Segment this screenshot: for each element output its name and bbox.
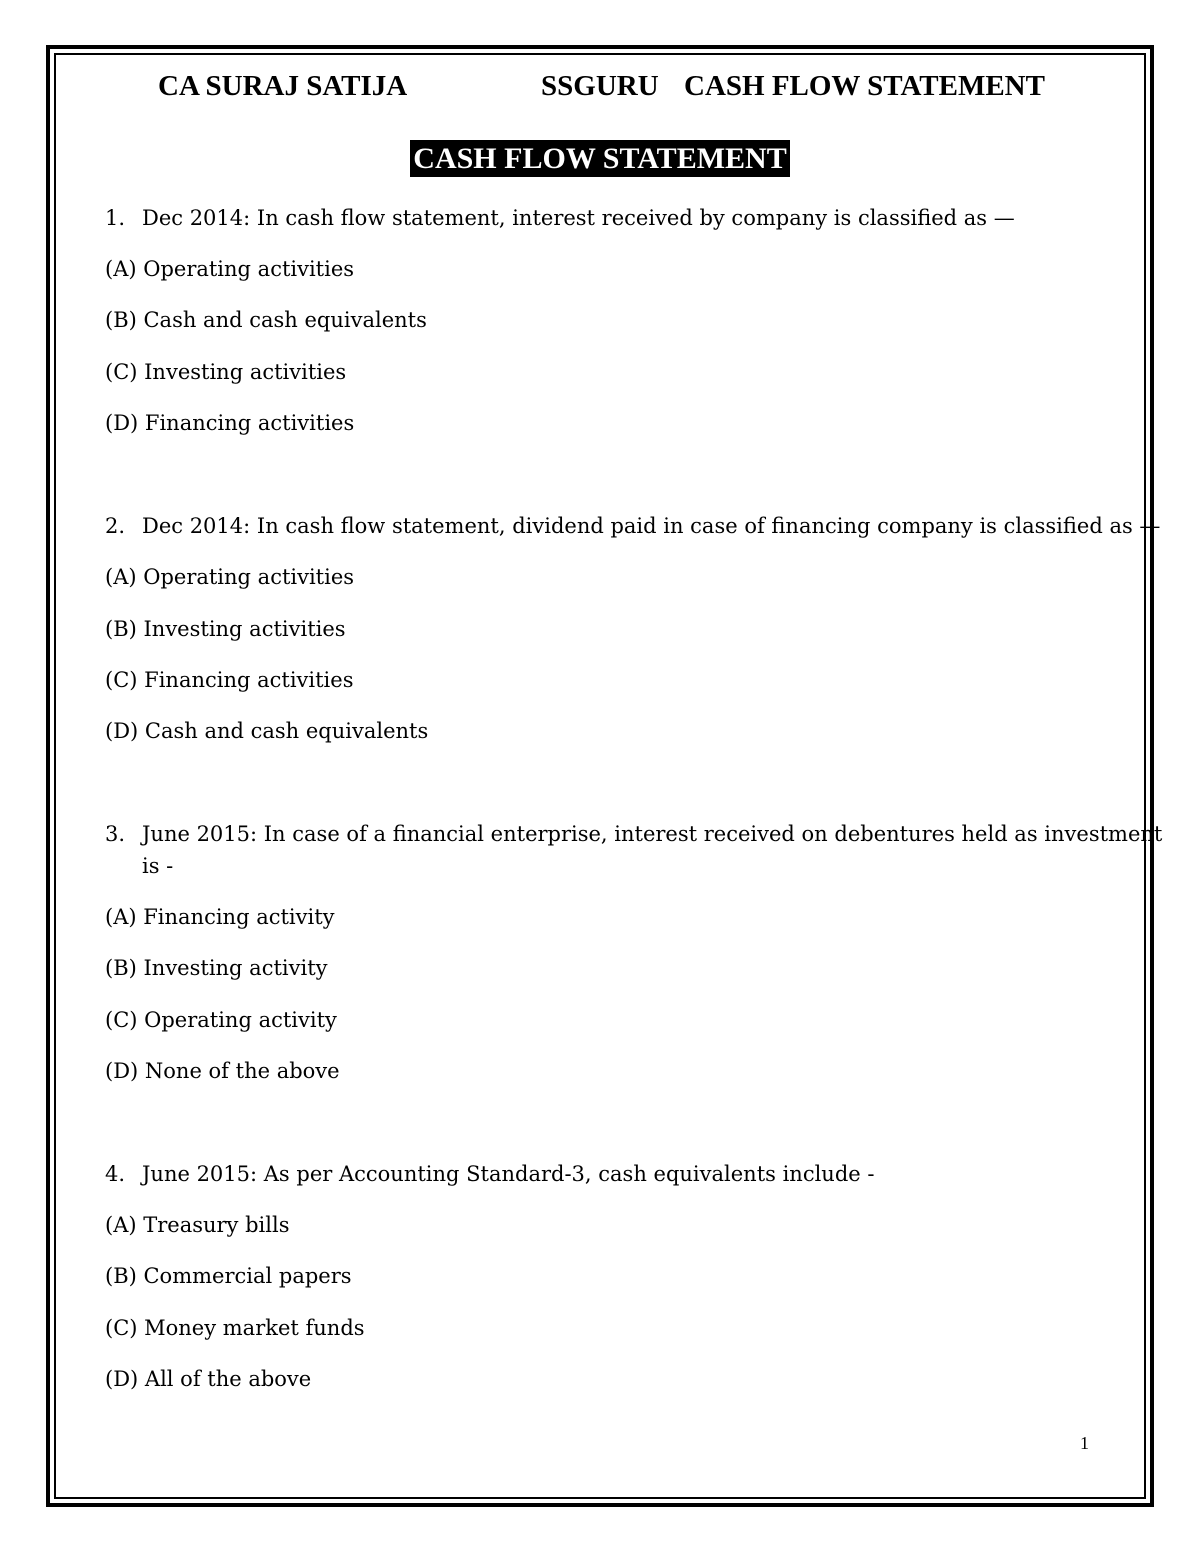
option-item: (D) Financing activities	[105, 411, 355, 435]
option-item: (B) Investing activities	[105, 617, 346, 641]
question-text: Dec 2014: In cash flow statement, interest received by company is classified as —	[142, 206, 1015, 230]
option-item: (D) All of the above	[105, 1367, 312, 1391]
question-number: 3.	[105, 822, 126, 846]
question-text: Dec 2014: In cash flow statement, dividend paid in case of financing company is classified as —	[142, 514, 1161, 538]
question-2	[105, 510, 1160, 542]
question-1	[105, 202, 1015, 234]
question-number: 1.	[105, 206, 126, 230]
option-item: (B) Investing activity	[105, 956, 328, 980]
option-item: (C) Financing activities	[105, 668, 354, 692]
option-item: (C) Money market funds	[105, 1316, 365, 1340]
header-author: CA SURAJ SATIJA	[158, 70, 408, 102]
question-text-continued: is -	[142, 854, 174, 878]
question-4	[105, 1158, 874, 1190]
header-brand: SSGURU	[541, 70, 659, 102]
title-container	[0, 140, 1200, 177]
option-item: (D) Cash and cash equivalents	[105, 719, 429, 743]
question-text: June 2015: In case of a financial enterprise, interest received on debentures held as investment	[142, 822, 1163, 846]
header-subject: CASH FLOW STATEMENT	[684, 70, 1045, 102]
option-item: (C) Investing activities	[105, 360, 347, 384]
option-item: (D) None of the above	[105, 1059, 340, 1083]
document-title: CASH FLOW STATEMENT	[410, 140, 789, 177]
question-text: June 2015: As per Accounting Standard-3, cash equivalents include -	[142, 1162, 875, 1186]
option-item: (C) Operating activity	[105, 1008, 337, 1032]
option-item: (A) Treasury bills	[105, 1213, 290, 1237]
page-number: 1	[1080, 1433, 1089, 1453]
question-number: 2.	[105, 514, 126, 538]
question-number: 4.	[105, 1162, 126, 1186]
option-item: (B) Cash and cash equivalents	[105, 308, 427, 332]
option-item: (B) Commercial papers	[105, 1264, 352, 1288]
option-item: (A) Operating activities	[105, 565, 355, 589]
page-header	[0, 70, 1200, 110]
question-3	[105, 818, 1162, 850]
option-item: (A) Financing activity	[105, 905, 335, 929]
option-item: (A) Operating activities	[105, 257, 355, 281]
